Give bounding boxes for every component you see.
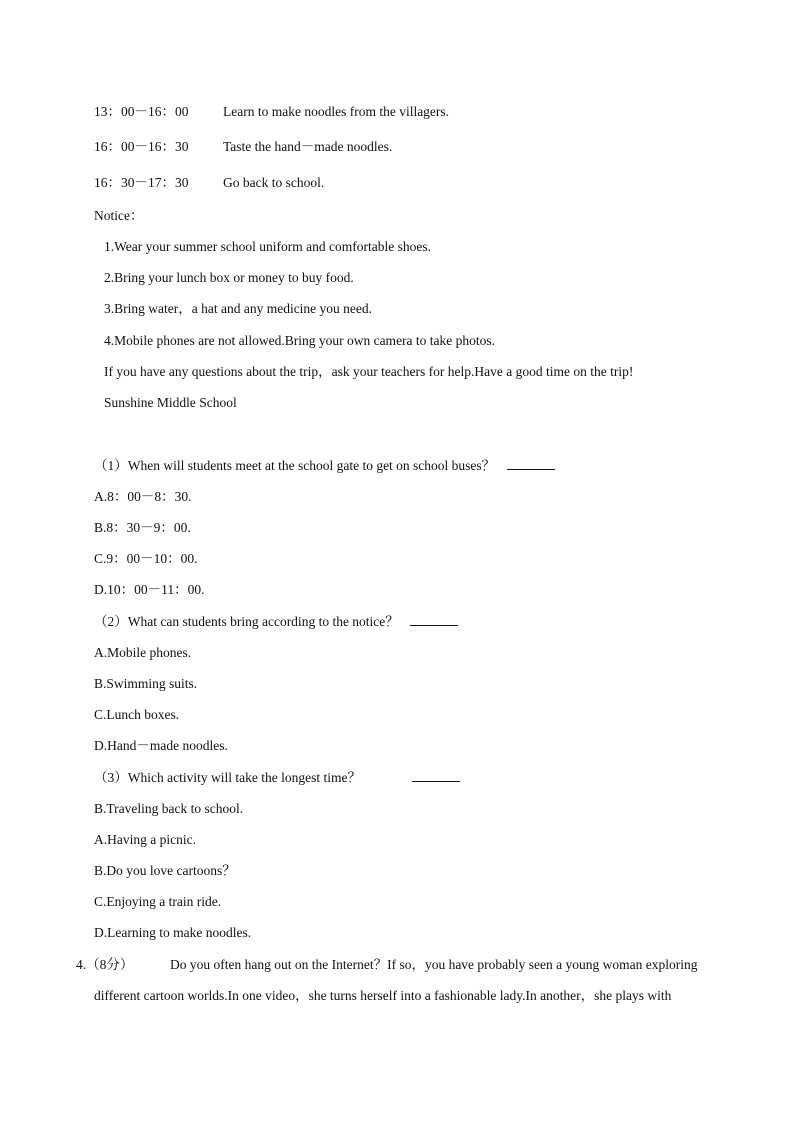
schedule-time: 13：00－16：00 — [94, 104, 189, 119]
question-text: （2）What can students bring according to the notice？ — [94, 614, 399, 629]
question-option: D.10：00－11：00. — [94, 582, 205, 597]
answer-blank[interactable] — [410, 612, 458, 626]
question-option: C.9：00－10：00. — [94, 551, 198, 566]
question-option: D.Learning to make noodles. — [94, 925, 252, 940]
notice-item: 1.Wear your summer school uniform and comfortable shoes. — [104, 239, 431, 254]
question-stem — [94, 768, 460, 787]
question-option: C.Enjoying a train ride. — [94, 894, 222, 909]
schedule-activity: Taste the hand－made noodles. — [223, 139, 393, 154]
answer-blank[interactable] — [412, 768, 460, 782]
question-option: B.8：30－9：00. — [94, 520, 191, 535]
question-option: B.Do you love cartoons？ — [94, 863, 236, 878]
question-text: （3）Which activity will take the longest time？ — [94, 770, 361, 785]
schedule-activity: Learn to make noodles from the villagers. — [223, 104, 450, 119]
passage-text: different cartoon worlds.In one video，she turns herself into a fashionable lady.In another，she plays with — [94, 988, 672, 1003]
notice-closing: If you have any questions about the trip，ask your teachers for help.Have a good time on the trip! — [104, 364, 634, 379]
question-option: A.Mobile phones. — [94, 645, 192, 660]
question-option: A.Having a picnic. — [94, 832, 196, 847]
notice-item: 4.Mobile phones are not allowed.Bring your own camera to take photos. — [104, 333, 496, 348]
question-option: C.Lunch boxes. — [94, 707, 180, 722]
question-stem — [94, 456, 555, 475]
question-option: D.Hand－made noodles. — [94, 738, 228, 753]
notice-heading: Notice： — [94, 208, 144, 223]
passage-text: Do you often hang out on the Internet？If so，you have probably seen a young woman exploring — [170, 957, 698, 972]
schedule-time: 16：00－16：30 — [94, 139, 189, 154]
notice-item: 2.Bring your lunch box or money to buy food. — [104, 270, 354, 285]
question-text: （1）When will students meet at the school gate to get on school buses？ — [94, 458, 496, 473]
answer-blank[interactable] — [507, 456, 555, 470]
question-option: B.Traveling back to school. — [94, 801, 244, 816]
notice-signature: Sunshine Middle School — [104, 395, 237, 410]
schedule-time: 16：30－17：30 — [94, 175, 189, 190]
question-option: A.8：00－8：30. — [94, 489, 192, 504]
notice-item: 3.Bring water，a hat and any medicine you need. — [104, 301, 373, 316]
question-stem — [94, 612, 458, 631]
question-option: B.Swimming suits. — [94, 676, 198, 691]
schedule-activity: Go back to school. — [223, 175, 325, 190]
question-number: 4.（8分） — [76, 957, 134, 972]
